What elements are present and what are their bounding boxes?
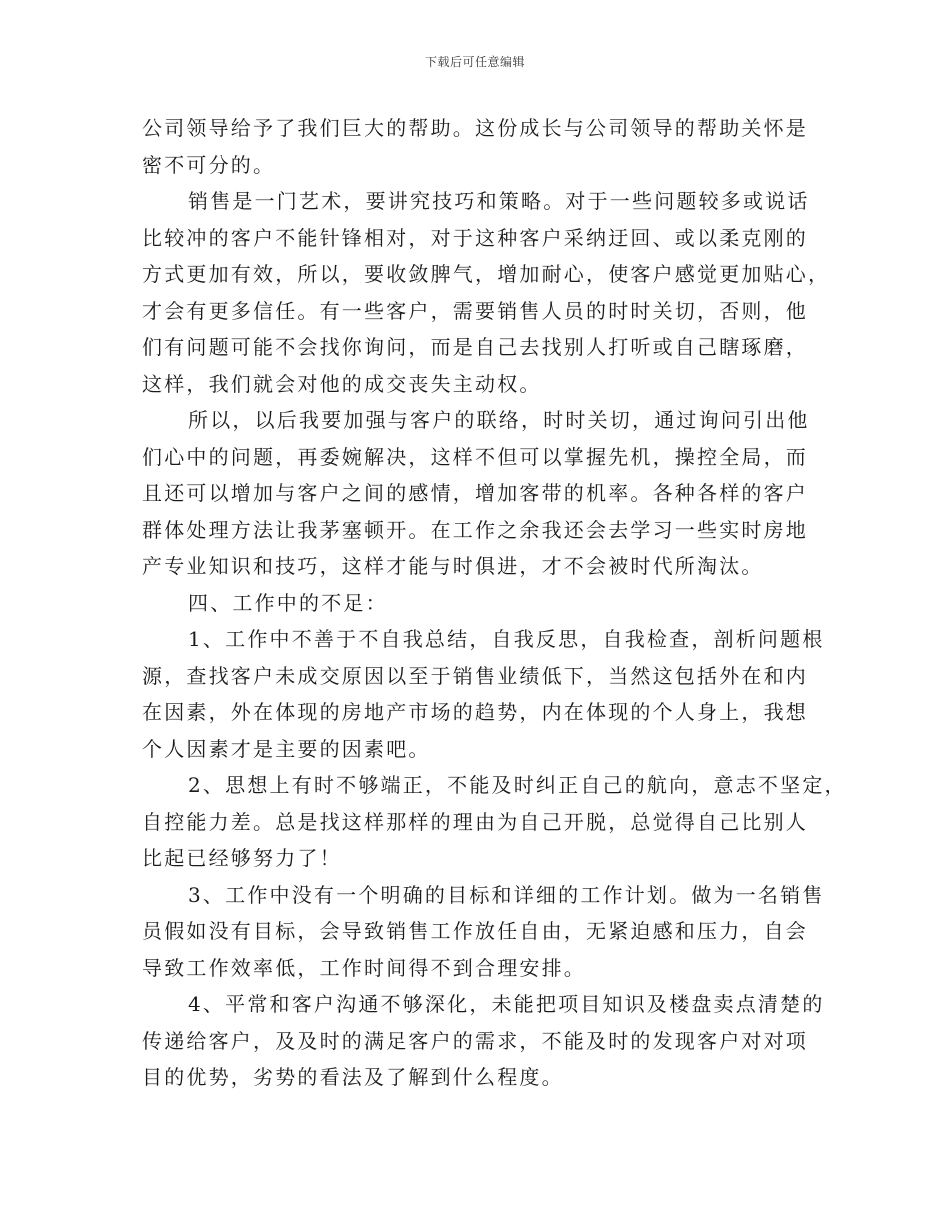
text-line: 群体处理方法让我茅塞顿开。在工作之余我还会去学习一些实时房地 bbox=[142, 517, 808, 542]
text-line: 才会有更多信任。有一些客户，需要销售人员的时时关切，否则，他 bbox=[142, 298, 808, 323]
text-line: 方式更加有效，所以，要收敛脾气，增加耐心，使客户感觉更加贴心， bbox=[142, 262, 831, 286]
text-line: 在因素，外在体现的房地产市场的趋势，内在体现的个人身上，我想 bbox=[142, 700, 808, 724]
section-heading: 四、工作中的不足： bbox=[188, 590, 388, 615]
paragraph-start: 所以，以后我要加强与客户的联络，时时关切，通过询问引出他 bbox=[188, 408, 810, 432]
text-line: 传递给客户，及及时的满足客户的需求，不能及时的发现客户对对项 bbox=[142, 1028, 808, 1053]
paragraph-start: 1、工作中不善于不自我总结，自我反思，自我检查，剖析问题根 bbox=[188, 627, 825, 651]
text-line: 比较冲的客户不能针锋相对，对于这种客户采纳迂回、或以柔克刚的 bbox=[142, 225, 808, 250]
text-line: 个人因素才是主要的因素吧。 bbox=[142, 736, 431, 761]
header-note: 下载后可任意编辑 bbox=[424, 55, 525, 69]
text-line: 导致工作效率低，工作时间得不到合理安排。 bbox=[142, 955, 586, 980]
text-line: 们有问题可能不会找你询问，而是自己去找别人打听或自己瞎琢磨， bbox=[142, 335, 808, 359]
paragraph-start: 销售是一门艺术，要讲究技巧和策略。对于一些问题较多或说话 bbox=[188, 189, 810, 213]
paragraph-start: 3、工作中没有一个明确的目标和详细的工作计划。做为一名销售 bbox=[188, 882, 825, 907]
text-line: 公司领导给予了我们巨大的帮助。这份成长与公司领导的帮助关怀是 bbox=[142, 116, 808, 140]
text-line: 们心中的问题，再委婉解决，这样不但可以掌握先机，操控全局，而 bbox=[142, 444, 808, 469]
text-line: 比起已经够努力了！ bbox=[142, 846, 342, 870]
text-line: 产专业知识和技巧，这样才能与时俱进，才不会被时代所淘汰。 bbox=[142, 554, 764, 578]
text-line: 员假如没有目标，会导致销售工作放任自由，无紧迫感和压力，自会 bbox=[142, 919, 808, 943]
text-line: 源，查找客户未成交原因以至于销售业绩低下，当然这包括外在和内 bbox=[142, 663, 808, 688]
text-line: 目的优势，劣势的看法及了解到什么程度。 bbox=[142, 1065, 564, 1089]
document-body bbox=[142, 110, 847, 1096]
text-line: 密不可分的。 bbox=[142, 152, 276, 177]
text-line: 这样，我们就会对他的成交丧失主动权。 bbox=[142, 371, 542, 396]
paragraph-start: 4、平常和客户沟通不够深化，未能把项目知识及楼盘卖点清楚的 bbox=[188, 992, 825, 1016]
paragraph-start: 2、思想上有时不够端正，不能及时纠正自己的航向，意志不坚定， bbox=[188, 773, 847, 797]
text-line: 且还可以增加与客户之间的感情，增加客带的机率。各种各样的客户 bbox=[142, 481, 808, 505]
text-line: 自控能力差。总是找这样那样的理由为自己开脱，总觉得自己比别人 bbox=[142, 809, 808, 834]
